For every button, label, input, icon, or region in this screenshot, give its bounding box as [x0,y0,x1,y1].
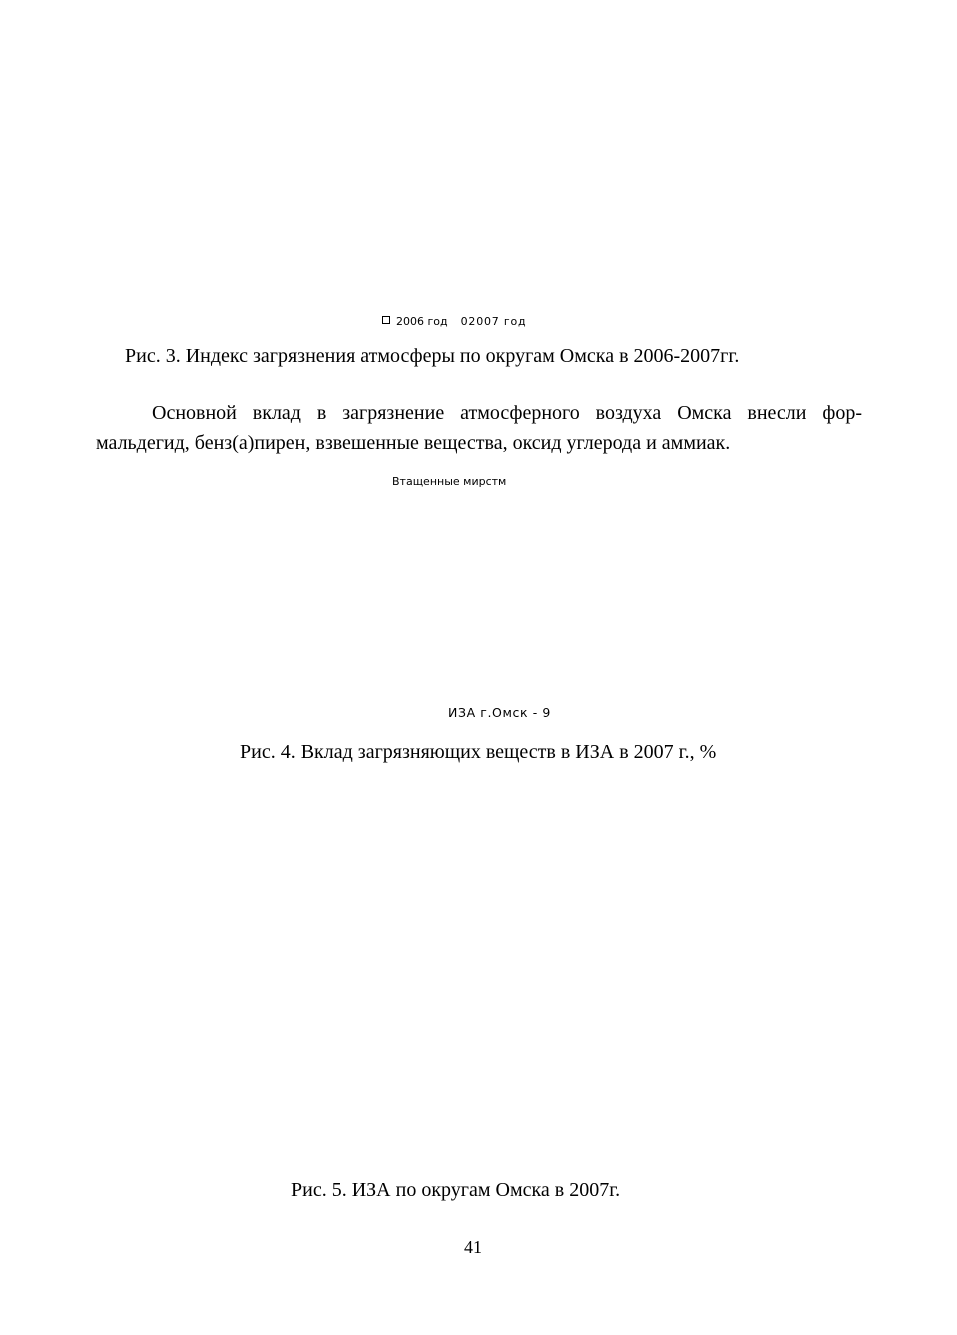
page-number: 41 [464,1237,482,1257]
legend-item-2007: 02007 год [460,315,527,328]
paragraph-line-1: Основной вклад в загрязнение атмосферного воздуха Омска внесли фор- [152,402,862,424]
figure4-label-bottom: ИЗА г.Омск - 9 [448,705,551,720]
figure5-caption: Рис. 5. ИЗА по округам Омска в 2007г. [291,1179,621,1201]
figure4-label-top: Втащенные мирстм [392,475,507,488]
figure3-legend [382,315,526,329]
figure4-caption: Рис. 4. Вклад загрязняющих веществ в ИЗА в 2007 г., % [240,741,717,763]
figure3-caption: Рис. 3. Индекс загрязнения атмосферы по округам Омска в 2006-2007гг. [125,345,740,367]
body-paragraph [96,398,862,458]
legend-square-icon [382,316,390,324]
legend-item-2006: 2006 год [396,315,448,328]
paragraph-line-2: мальдегид, бенз(а)пирен, взвешенные вещества, оксид углерода и аммиак. [96,432,731,454]
